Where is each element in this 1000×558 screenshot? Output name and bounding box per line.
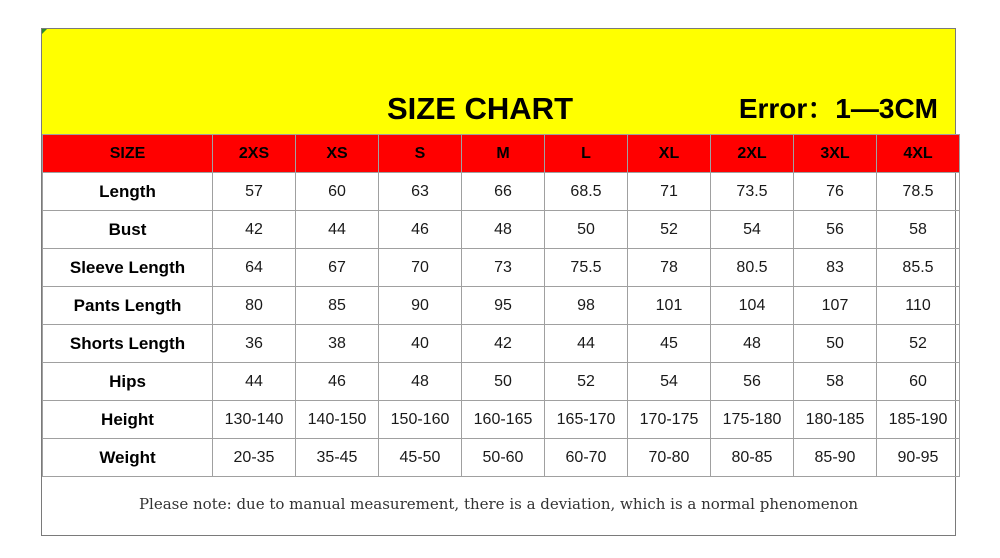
column-header-3xl: 3XL xyxy=(794,135,877,173)
table-row xyxy=(43,287,960,325)
table-cell: 70 xyxy=(379,249,462,287)
table-cell: 46 xyxy=(379,211,462,249)
column-header-s: S xyxy=(379,135,462,173)
size-table xyxy=(42,134,960,477)
table-cell: 60-70 xyxy=(545,439,628,477)
table-cell: 52 xyxy=(877,325,960,363)
row-label: Length xyxy=(43,173,213,211)
corner-mark xyxy=(42,29,47,34)
table-cell: 50-60 xyxy=(462,439,545,477)
table-cell: 185-190 xyxy=(877,401,960,439)
table-cell: 180-185 xyxy=(794,401,877,439)
table-cell: 35-45 xyxy=(296,439,379,477)
table-cell: 80 xyxy=(213,287,296,325)
row-label: Hips xyxy=(43,363,213,401)
table-cell: 42 xyxy=(462,325,545,363)
table-row xyxy=(43,401,960,439)
table-cell: 44 xyxy=(545,325,628,363)
table-cell: 80-85 xyxy=(711,439,794,477)
table-cell: 58 xyxy=(877,211,960,249)
table-cell: 60 xyxy=(296,173,379,211)
column-header-2xl: 2XL xyxy=(711,135,794,173)
size-chart xyxy=(41,28,956,536)
table-row xyxy=(43,211,960,249)
table-cell: 44 xyxy=(213,363,296,401)
table-row xyxy=(43,249,960,287)
table-cell: 70-80 xyxy=(628,439,711,477)
table-row xyxy=(43,363,960,401)
column-header-l: L xyxy=(545,135,628,173)
error-note: Error：1—3CM xyxy=(738,93,938,124)
row-label: Shorts Length xyxy=(43,325,213,363)
table-cell: 56 xyxy=(711,363,794,401)
table-cell: 160-165 xyxy=(462,401,545,439)
table-cell: 44 xyxy=(296,211,379,249)
measurement-note: Please note: due to manual measurement, there is a deviation, which is a normal phenomenon xyxy=(138,495,859,513)
table-cell: 73 xyxy=(462,249,545,287)
table-cell: 54 xyxy=(628,363,711,401)
table-cell: 52 xyxy=(628,211,711,249)
table-cell: 85 xyxy=(296,287,379,325)
table-cell: 78.5 xyxy=(877,173,960,211)
table-cell: 98 xyxy=(545,287,628,325)
table-cell: 67 xyxy=(296,249,379,287)
table-cell: 175-180 xyxy=(711,401,794,439)
table-cell: 75.5 xyxy=(545,249,628,287)
table-cell: 20-35 xyxy=(213,439,296,477)
row-label: Weight xyxy=(43,439,213,477)
table-cell: 85-90 xyxy=(794,439,877,477)
table-cell: 95 xyxy=(462,287,545,325)
table-cell: 66 xyxy=(462,173,545,211)
column-header-2xs: 2XS xyxy=(213,135,296,173)
table-cell: 50 xyxy=(794,325,877,363)
table-cell: 101 xyxy=(628,287,711,325)
table-cell: 60 xyxy=(877,363,960,401)
table-cell: 48 xyxy=(379,363,462,401)
table-cell: 63 xyxy=(379,173,462,211)
row-label: Height xyxy=(43,401,213,439)
table-cell: 150-160 xyxy=(379,401,462,439)
table-cell: 68.5 xyxy=(545,173,628,211)
column-header-m: M xyxy=(462,135,545,173)
table-cell: 50 xyxy=(545,211,628,249)
table-cell: 107 xyxy=(794,287,877,325)
row-label: Bust xyxy=(43,211,213,249)
column-header-xs: XS xyxy=(296,135,379,173)
title-banner xyxy=(42,29,955,134)
table-cell: 42 xyxy=(213,211,296,249)
table-cell: 76 xyxy=(794,173,877,211)
table-cell: 90 xyxy=(379,287,462,325)
table-cell: 73.5 xyxy=(711,173,794,211)
row-label: Sleeve Length xyxy=(43,249,213,287)
table-cell: 52 xyxy=(545,363,628,401)
column-header-4xl: 4XL xyxy=(877,135,960,173)
table-cell: 165-170 xyxy=(545,401,628,439)
table-cell: 170-175 xyxy=(628,401,711,439)
table-row xyxy=(43,325,960,363)
table-cell: 78 xyxy=(628,249,711,287)
table-cell: 80.5 xyxy=(711,249,794,287)
table-cell: 85.5 xyxy=(877,249,960,287)
table-cell: 71 xyxy=(628,173,711,211)
table-cell: 45 xyxy=(628,325,711,363)
table-cell: 38 xyxy=(296,325,379,363)
table-cell: 36 xyxy=(213,325,296,363)
table-cell: 57 xyxy=(213,173,296,211)
header-row xyxy=(43,135,960,173)
table-cell: 90-95 xyxy=(877,439,960,477)
chart-title: SIZE CHART xyxy=(387,91,573,126)
table-cell: 58 xyxy=(794,363,877,401)
table-cell: 50 xyxy=(462,363,545,401)
table-cell: 110 xyxy=(877,287,960,325)
table-cell: 104 xyxy=(711,287,794,325)
table-cell: 130-140 xyxy=(213,401,296,439)
table-cell: 54 xyxy=(711,211,794,249)
row-label: Pants Length xyxy=(43,287,213,325)
table-row xyxy=(43,439,960,477)
column-header-size: SIZE xyxy=(43,135,213,173)
column-header-xl: XL xyxy=(628,135,711,173)
table-cell: 46 xyxy=(296,363,379,401)
table-cell: 48 xyxy=(711,325,794,363)
table-cell: 48 xyxy=(462,211,545,249)
table-cell: 140-150 xyxy=(296,401,379,439)
table-cell: 83 xyxy=(794,249,877,287)
table-cell: 45-50 xyxy=(379,439,462,477)
table-cell: 40 xyxy=(379,325,462,363)
table-row xyxy=(43,173,960,211)
table-cell: 56 xyxy=(794,211,877,249)
table-cell: 64 xyxy=(213,249,296,287)
